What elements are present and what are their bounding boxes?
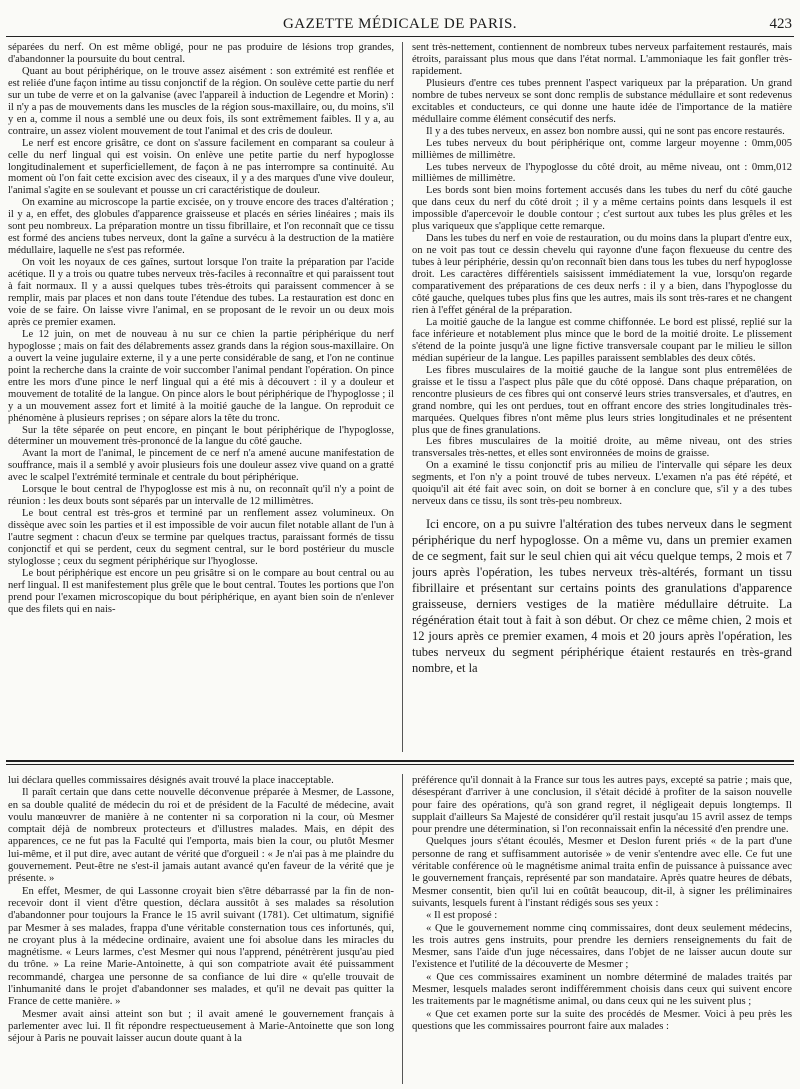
paragraph: « Que ces commissaires examinent un nombre déterminé de malades traités par Mesmer, lesquels malades seront indifféremment choisis dans ceux qui suivent encore les traitements par le magnétisme animal, ou dans ceux qui ne les suivent plus ; (412, 970, 792, 1008)
paragraph: Quant au bout périphérique, on le trouve assez aisément : son extrémité est renflée et est reliée d'une façon intime au tissu conjonctif de la région. On soulève cette partie du nerf sur un tube de verre et on la galvanise (avec l'appareil à induction de Legendre et Morin) : il n'y a pas de mouvements dans les muscles de la région sous-maxillaire, ou, du moins, s'il y en a, comme il nous a semblé une ou deux fois, ils sont extrêmement faibles. Il y a, au contraire, un assez violent mouvement de tout l'animal et des cris de douleur. (8, 65, 394, 137)
paragraph-large-type: Ici encore, on a pu suivre l'altération des tubes nerveux dans le segment périphérique du nerf hypoglosse. On a même vu, dans un premier examen de ce segment, fait sur le seul chien qui ait vécu quelque temps, 2 mois et 7 jours après l'opération, les tubes nerveux très-altérés, formant un tissu fibrillaire et présentant sur certains points des granulations d'apparence graisseuse, derniers vestiges de la matière médullaire détruite. La régénération était tout à fait à son début. Or chez ce même chien, 2 mois et 12 jours après ce premier examen, 4 mois et 20 jours après l'opération, les tubes nerveux du segment périphérique étaient restaurés en très-grand nombre, et la (412, 517, 792, 676)
page-number: 423 (769, 16, 792, 32)
paragraph: Les tubes nerveux de l'hypoglosse du côté droit, au même niveau, ont : 0mm,012 millièmes de millimètre. (412, 161, 792, 185)
paragraph: Le bout périphérique est encore un peu grisâtre si on le compare au bout central ou au nerf lingual. Il est manifestement plus grêle que le bout central. Toutes les portions que l'on prend pour l'examen microscopique du bout périphérique, en ayant bien soin de n'enlever que des filets qui en nais- (8, 567, 394, 615)
paragraph: Les tubes nerveux du bout périphérique ont, comme largeur moyenne : 0mm,005 millièmes de millimètre. (412, 137, 792, 161)
paragraph: Le bout central est très-gros et terminé par un renflement assez volumineux. On dissèque avec soin les parties et il est impossible de voir aucun filet notable allant de l'un à l'autre segment : chacun d'eux se termine par quelques tractus, paraissant formés de tissu conjonctif et qui se perdent, ceux du segment central, sur le bord postérieur du muscle styloglosse ; ceux du segment périphérique sur l'hyoglosse. (8, 508, 394, 567)
paragraph: La moitié gauche de la langue est comme chiffonnée. Le bord est plissé, replié sur la face inférieure et notablement plus mince que le bord de la moitié droite. Le plissement s'étend de la pointe jusqu'à une ligne fictive transversale coupant par le milieu le sillon médian supérieur de la langue. Les papilles paraissent semblables des deux côtés. (412, 316, 792, 364)
paragraph: Il paraît certain que dans cette nouvelle déconvenue préparée à Mesmer, de Lassone, en sa double qualité de médecin du roi et de président de la Faculté de médecine, avait voulu manœuvrer de manière à ne contenter ni sa corporation ni la cour, où Mesmer comptait déjà de nombreux protecteurs et d'illustres malades. Mais, en dépit des apparences, ce ne fut pas la Faculté qui l'emporta, mais bien la cour, ou plutôt Mesmer lui-même, et il put dire, avec autant de vérité que d'orgueil : « Je n'ai pas à me plaindre du gouvernement. Peut-être ne s'est-il jamais autant avancé qu'en faveur de la vérité que je présente. » (8, 786, 394, 885)
paragraph: On examine au microscope la partie excisée, on y trouve encore des traces d'altération ; il y a, en effet, des globules d'apparence graisseuse et placés en séries linéaires ; mais ils sont peu nombreux. La préparation montre un tissu fibrillaire, et l'on reconnaît que ce tissu est formé des anciens tubes nerveux, dont la gaîne a survécu à la destruction de la matière médullaire, laquelle ne s'est pas reformée. (8, 197, 394, 257)
journal-title: GAZETTE MÉDICALE DE PARIS. (282, 16, 518, 32)
paragraph: En effet, Mesmer, de qui Lassonne croyait bien s'être débarrassé par la fin de non-recevoir dont il vient d'être question, déclara aussitôt à ses malades sa résolution d'abandonner pour toujours la France le 15 avril suivant (1781). Cet ultimatum, signifié par Mesmer à ses malades, frappa d'une véritable consternation tous ces infortunés, qui, ne croyant plus à la médecine ordinaire, avaient une foi absolue dans les miracles du magnétisme. « Leurs larmes, c'est Mesmer qui nous l'apprend, pénétrèrent jusqu'au pied du trône. » La reine Marie-Antoinette, à qui son compatriote avait été puissamment recommandé, chargea une personne de sa confiance de lui dire « qu'elle trouvait de l'inhumanité dans le projet d'abandonner ses malades, et qu'il ne devait pas quitter la France de cette manière. » (8, 884, 394, 1008)
paragraph: Les bords sont bien moins fortement accusés dans les tubes du nerf du côté gauche que dans ceux du nerf du côté droit ; il y a même certains points dans lesquels il est impossible d'apercevoir le double contour ; c'est surtout aux tubes les plus grêles et les plus variqueux que s'applique cette remarque. (412, 185, 792, 233)
paragraph: Plusieurs d'entre ces tubes prennent l'aspect variqueux par la préparation. Un grand nombre de tubes nerveux se sont donc remplis de substance médullaire et sont redevenus excitables et conducteurs, ce qui donne une haute idée de l'importance de la matière médullaire comme élément consécutif des nerfs. (412, 77, 792, 125)
paragraph: Le nerf est encore grisâtre, ce dont on s'assure facilement en comparant sa couleur à celle du nerf lingual qui est voisin. On enlève une petite partie du nerf hypoglosse longitudinalement et superficiellement, de façon à ne pas interrompre sa continuité. Au moment où l'on fait cette excision avec des ciseaux, il y a des marques d'une vive douleur, l'animal s'agite en se soulevant et pousse un cri caractéristique de douleur. (8, 137, 394, 197)
paragraph: Quelques jours s'étant écoulés, Mesmer et Deslon furent priés « de la part d'une personne de rang et suffisamment autorisée » de venir s'entendre avec elle. Ce fut une véritable conférence où le magnétisme animal traita enfin de puissance à puissance avec le gouvernement français, représenté par son mandataire. Après quatre heures de débats, Mesmer consentit, bien qu'il lui en coûtât beaucoup, dit-il, à signer les préliminaires suivants, lesquels furent à l'instant rédigés sous ses yeux : (412, 835, 792, 909)
paragraph: lui déclara quelles commissaires désignés avait trouvé la place inacceptable. (8, 774, 334, 786)
column-top-right (412, 42, 792, 752)
column-separator (402, 42, 403, 752)
paragraph: On a examiné le tissu conjonctif pris au milieu de l'intervalle qui sépare les deux segments, et l'on n'y a point trouvé de tubes nerveux. L'examen n'a pas été répété, et quoiqu'il ait été fait avec soin, on doit se borner à en conclure que, s'il y a des tubes nerveux dans ce tissu, ils sont très-peu nombreux. (412, 460, 792, 508)
paragraph: séparées du nerf. On est même obligé, pour ne pas produire de lésions trop grandes, d'abandonner la poursuite du bout central. (8, 42, 394, 65)
section-rule (6, 760, 794, 762)
header-rule (6, 36, 794, 37)
paragraph: Le 12 juin, on met de nouveau à nu sur ce chien la partie périphérique du nerf hypoglosse ; mais on fait des délabrements assez grands dans la région sous-maxillaire. On a ouvert la veine jugulaire externe, il y a une perte considérable de sang, et l'on ne continue point la recherche dans la crainte de voir succomber l'animal pendant l'opération. On pince entre les mors d'une pince le nerf lingual qui a été mis à découvert : il y a douleur et mouvement de totalité de la langue. On pince alors le bout périphérique de l'hypoglosse ; il y a un mouvement assez fort et limité à la moitié gauche de la langue. On reproduit ce phénomène à plusieurs reprises ; on sépare alors la tête du tronc. (8, 328, 394, 424)
paragraph: Les fibres musculaires de la moitié gauche de la langue sont plus entremêlées de graisse et le tissu a l'aspect plus pâle que du côté opposé. Dans chaque préparation, on rencontre plusieurs de ces fibres qui ont conservé leurs stries transversales, et d'autres, en grand nombre, qui les ont perdues, tout en offrant encore des stries longitudinales très-marquées. Quelques fibres n'ont même plus leurs stries longitudinales et ne présentent plus que de fines granulations. (412, 364, 792, 436)
paragraph: « Il est proposé : (426, 909, 498, 922)
paragraph: Sur la tête séparée on peut encore, en pinçant le bout périphérique de l'hypoglosse, déterminer un mouvement très-prononcé de la langue du côté gauche. (8, 424, 394, 448)
section-rule-thin (6, 764, 794, 765)
paragraph: Il y a des tubes nerveux, en assez bon nombre aussi, qui ne sont pas encore restaurés. (426, 125, 785, 137)
paragraph: Mesmer avait ainsi atteint son but ; il avait amené le gouvernement français à parlementer avec lui. Il fit répondre respectueusement à Marie-Antoinette que son long séjour à Paris ne pouvait laisser aucun doute quant à la (8, 1007, 394, 1045)
paragraph: sent très-nettement, contiennent de nombreux tubes nerveux parfaitement restaurés, mais étroits, paraissant plus mous que dans l'état normal. L'ammoniaque les fait gonfler très-rapidement. (412, 42, 792, 77)
paragraph: Dans les tubes du nerf en voie de restauration, ou du moins dans la plupart d'entre eux, on ne voit pas tout ce dessin chevelu qui rayonne d'une façon flexueuse du centre des tubes à leur périphérie, dessin qu'on reconnaît bien dans tous les tubes du nerf hypoglosse droit. Les caractères différentiels saisissent immédiatement la vue, lorsqu'on regarde comparativement des préparations de ces deux nerfs : il y a bien, dans l'hypoglosse du côté gauche, quelques tubes plus fins que les autres, mais ils sont très-rares et ne changent rien à l'effet général de la préparation. (412, 233, 792, 316)
paragraph: On voit les noyaux de ces gaînes, surtout lorsque l'on traite la préparation par l'acide acétique. Il y a trois ou quatre tubes nerveux très-faciles à reconnaître et qui paraissent tout à fait normaux. Il y a aussi quelques tubes très-étroits qui paraissent commencer à se remplir, mais par places et non dans toute l'étendue des tubes. La restauration est donc en voie de se faire. On laisse vivre l'animal, en se proposant de le revoir un ou deux mois après ce premier examen. (8, 257, 394, 328)
paragraph: Lorsque le bout central de l'hypoglosse est mis à nu, on reconnaît qu'il n'y a point de réunion : les deux bouts sont séparés par un intervalle de 12 millimètres. (8, 484, 394, 508)
paragraph: Les fibres musculaires de la moitié droite, au même niveau, ont des stries transversales très-nettes, et elles sont environnées de moins de graisse. (412, 436, 792, 460)
column-bottom-left (8, 774, 394, 1084)
column-separator (402, 774, 403, 1084)
running-header (0, 0, 800, 32)
paragraph: « Que le gouvernement nomme cinq commissaires, dont deux seulement médecins, les trois autres gens instruits, pour prendre les derniers renseignements du fait de Mesmer, sans l'aide d'un juge nécessaires, dans l'objet de ne laisser aucun doute sur l'existence et l'utilité de la découverte de Mesmer ; (412, 921, 792, 971)
paragraph: préférence qu'il donnait à la France sur tous les autres pays, excepté sa patrie ; mais que, désespérant d'arriver à une conclusion, il s'était décidé à profiter de la saison nouvelle pour faire des opérations, qu'à son grand regret, il négligeait depuis longtemps. Il supplait d'ailleurs Sa Majesté de considérer qu'il restait jusqu'au 15 avril assez de temps pour prendre une détermination, si l'on reconnaissait enfin la nécessité d'en prendre une. (412, 774, 792, 836)
paragraph: « Que cet examen porte sur la suite des procédés de Mesmer. Voici à peu près les questions que les commissaires pourront faire aux malades : (412, 1007, 792, 1032)
column-bottom-right (412, 774, 792, 1084)
column-top-left (8, 42, 394, 752)
paragraph: Avant la mort de l'animal, le pincement de ce nerf n'a amené aucune manifestation de souffrance, mais il a semblé y avoir plusieurs fois une douleur assez vive quand on a gratté avec le scalpel l'extrémité terminale et centrale du bout périphérique. (8, 448, 394, 484)
